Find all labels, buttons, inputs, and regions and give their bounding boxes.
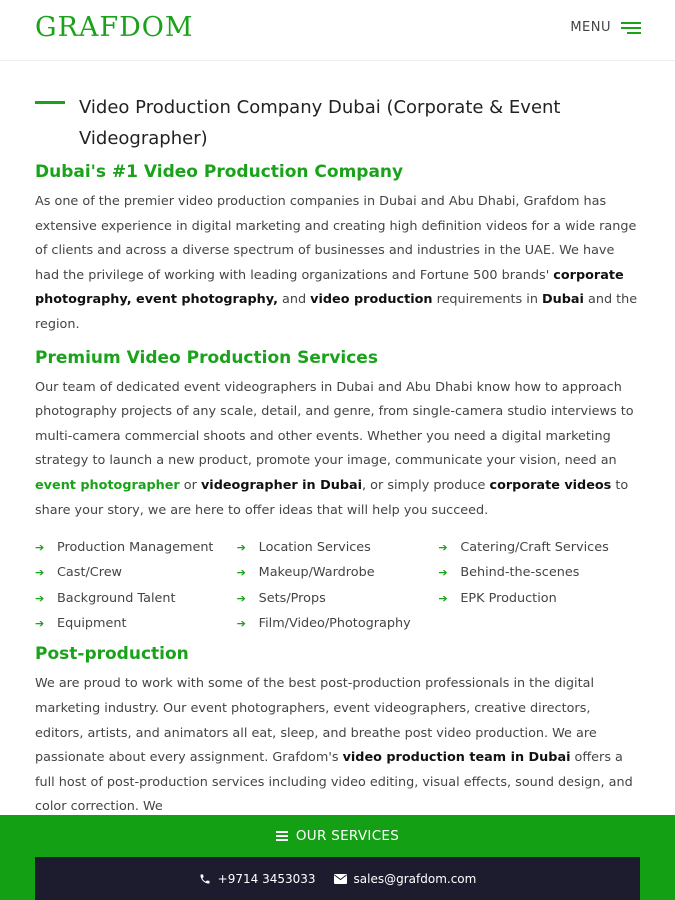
section-heading-2: Premium Video Production Services (35, 347, 378, 368)
arrow-right-icon: ➔ (438, 541, 448, 555)
menu-button[interactable] (570, 20, 641, 35)
bold-text: Dubai (542, 292, 584, 308)
section-paragraph-1 (35, 190, 640, 338)
service-item (438, 586, 640, 611)
arrow-right-icon: ➔ (35, 591, 45, 605)
phone-icon (199, 873, 211, 885)
service-label: Sets/Props (258, 590, 326, 606)
phone-number: +9714 3453033 (217, 871, 316, 886)
services-column-2 (237, 535, 439, 636)
bold-text: corporate videos (489, 477, 612, 493)
service-label: Production Management (57, 540, 214, 556)
service-label: Equipment (57, 616, 127, 632)
text-run: offers a full host of post-production services including video editing, visual effects, sound design, and color correction. We (35, 750, 633, 815)
arrow-right-icon: ➔ (438, 566, 448, 580)
service-label: Makeup/Wardrobe (258, 565, 375, 581)
text-run: As one of the premier video production companies in Dubai and Abu Dhabi, Grafdom has extensive experience in digital marketing and creating high definition videos for a wide range of clients and across a diverse spectrum of businesses and industries in the UAE. We have had the privilege of working with leading organizations and Fortune 500 brands' (35, 194, 637, 283)
services-column-3 (438, 535, 640, 636)
arrow-right-icon: ➔ (236, 591, 246, 605)
service-label: Location Services (258, 540, 371, 556)
text-run: and (277, 292, 311, 308)
bold-text: videographer in Dubai (200, 477, 363, 493)
service-item (438, 560, 640, 585)
service-item (237, 560, 439, 585)
arrow-right-icon: ➔ (35, 566, 45, 580)
service-label: EPK Production (460, 590, 557, 606)
text-run: Our team of dedicated event videographers in Dubai and Abu Dhabi know how to approach photography projects of any scale, detail, and genre, from single-camera studio interviews to multi-camera commercial shoots and other events. Whether you need a digital marketing strategy to launch a new product, promote your image, communicate your vision, need an (35, 379, 634, 469)
section-paragraph-2 (35, 376, 640, 524)
arrow-right-icon: ➔ (438, 591, 448, 605)
text-run: , or simply produce (362, 477, 490, 493)
text-run: to share your story, we are here to offer ideas that will help you succeed. (35, 477, 629, 518)
site-header (0, 0, 675, 61)
service-item (35, 611, 237, 636)
service-item (35, 560, 237, 585)
hamburger-icon (276, 831, 288, 841)
services-list (35, 535, 640, 636)
our-services-button[interactable] (0, 815, 675, 857)
site-logo[interactable]: GRAFDOM (35, 12, 194, 43)
text-run: requirements in (432, 292, 543, 308)
section-paragraph-3 (35, 672, 640, 820)
arrow-right-icon: ➔ (35, 617, 45, 631)
service-item (35, 535, 237, 560)
service-item (237, 611, 439, 636)
service-label: Cast/Crew (57, 565, 123, 581)
sticky-footer (0, 815, 675, 900)
hamburger-icon (621, 22, 641, 34)
phone-link[interactable] (199, 872, 316, 886)
text-run: or (179, 477, 201, 493)
main-content (35, 92, 640, 828)
service-label: Behind-the-scenes (460, 565, 580, 581)
our-services-label: OUR SERVICES (295, 828, 400, 844)
section-heading-1: Dubai's #1 Video Production Company (35, 162, 404, 182)
service-label: Background Talent (57, 590, 176, 606)
bold-text: video production team in Dubai (342, 750, 571, 766)
email-address: sales@grafdom.com (353, 871, 477, 886)
service-label: Film/Video/Photography (258, 616, 411, 632)
text-run: We are proud to work with some of the best post-production professionals in the digital marketing industry. Our event photographers, event videographers, creative directors, editors, artists, and animators all eat, sleep, and breathe post video production. We are passionate about every assignment. Grafdom's (35, 676, 597, 766)
arrow-right-icon: ➔ (236, 617, 246, 631)
services-column-1 (35, 535, 237, 636)
arrow-right-icon: ➔ (35, 541, 45, 555)
bold-text: video production (310, 292, 433, 308)
arrow-right-icon: ➔ (236, 566, 246, 580)
service-item (438, 535, 640, 560)
service-item (237, 586, 439, 611)
event-photographer-link[interactable]: event photographer (35, 477, 180, 493)
text-run: and the region. (35, 292, 638, 332)
email-link[interactable] (334, 872, 477, 886)
title-accent-bar (35, 101, 65, 104)
menu-label: MENU (570, 20, 611, 35)
section-heading-3: Post-production (35, 644, 189, 665)
bold-text: corporate photography, event photography, (35, 267, 624, 308)
service-label: Catering/Craft Services (460, 540, 609, 556)
arrow-right-icon: ➔ (236, 541, 246, 555)
page-title-block (35, 92, 640, 154)
envelope-icon (334, 874, 347, 884)
service-item (237, 535, 439, 560)
service-item (35, 586, 237, 611)
contact-bar (35, 857, 640, 900)
page-title: Video Production Company Dubai (Corporate & Event Videographer) (79, 97, 561, 149)
